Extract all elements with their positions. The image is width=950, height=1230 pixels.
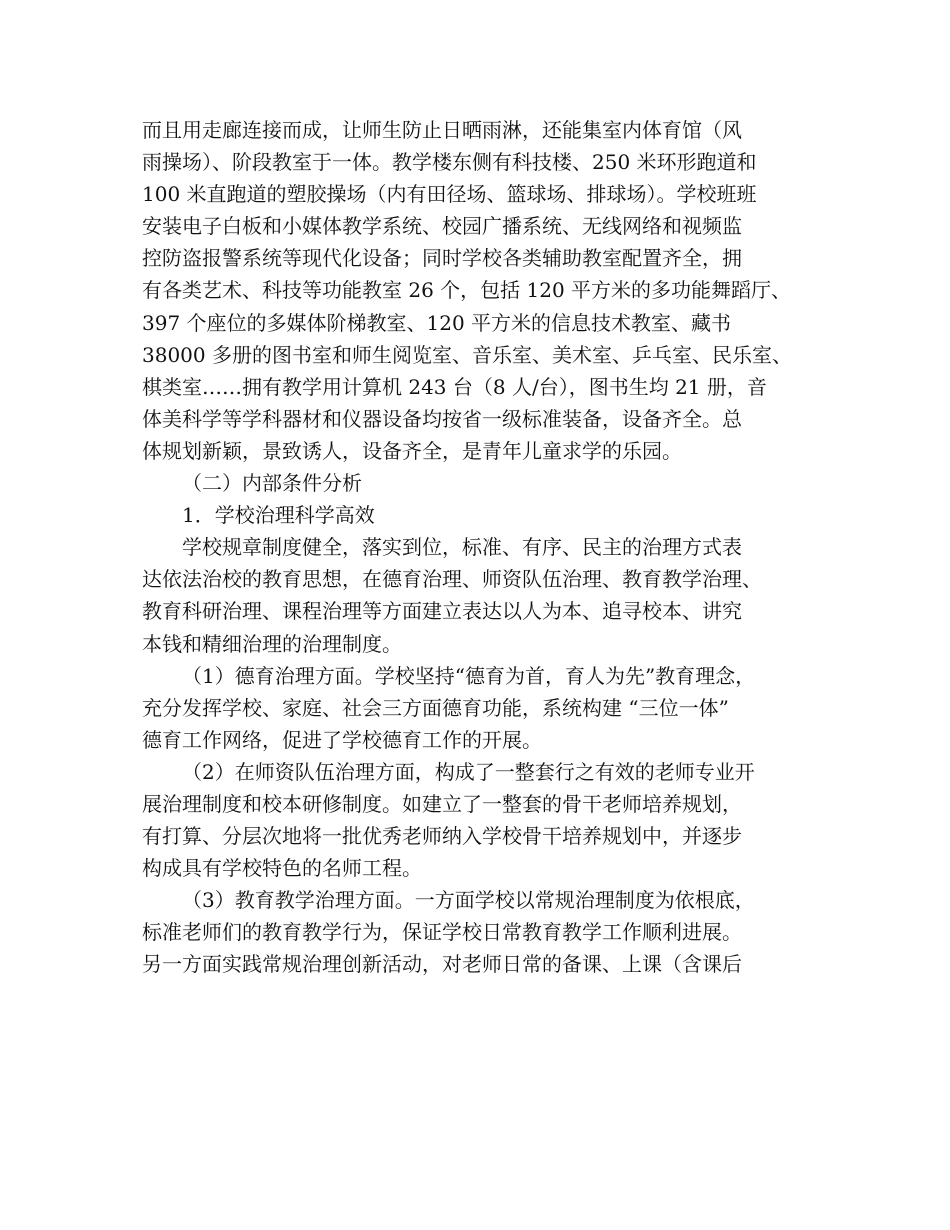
text-line: 有各类艺术、科技等功能教室 26 个，包括 120 平方米的多功能舞蹈厅、 [142, 278, 792, 303]
text-line: 1．学校治理科学高效 [182, 503, 375, 528]
text-line: 100 米直跑道的塑胶操场（内有田径场、篮球场、排球场）。学校班班 [142, 182, 757, 207]
text-line: （2）在师资队伍治理方面，构成了一整套行之有效的老师专业开 [182, 759, 755, 784]
text-line: 雨操场）、阶段教室于一体。教学楼东侧有科技楼、250 米环形跑道和 [142, 150, 757, 175]
text-line: 构成具有学校特色的名师工程。 [142, 856, 422, 881]
text-line: （1）德育治理方面。学校坚持“德育为首，育人为先”教育理念， [182, 663, 756, 688]
text-line: （二）内部条件分析 [182, 471, 362, 496]
text-line: 体美科学等学科器材和仪器设备均按省一级标准装备，设备齐全。总 [142, 406, 742, 431]
text-line: 本钱和精细治理的治理制度。 [142, 631, 402, 656]
text-line: 安装电子白板和小媒体教学系统、校园广播系统、无线网络和视频监 [142, 214, 742, 239]
text-line: 控防盗报警系统等现代化设备；同时学校各类辅助教室配置齐全，拥 [142, 246, 742, 271]
text-line: （3）教育教学治理方面。一方面学校以常规治理制度为依根底， [182, 888, 755, 913]
text-line: 标准老师们的教育教学行为，保证学校日常教育教学工作顺利进展。 [142, 920, 742, 945]
document-body [142, 114, 822, 981]
text-line: 38000 多册的图书室和师生阅览室、音乐室、美术室、乒乓室、民乐室、 [142, 342, 792, 367]
text-line: 397 个座位的多媒体阶梯教室、120 平方米的信息技术教室、藏书 [142, 310, 732, 335]
text-line: 而且用走廊连接而成，让师生防止日晒雨淋，还能集室内体育馆（风 [142, 118, 742, 142]
text-line: 体规划新颖，景致诱人，设备齐全，是青年儿童求学的乐园。 [142, 438, 682, 463]
text-line: 教育科研治理、课程治理等方面建立表达以人为本、追寻校本、讲究 [142, 599, 742, 624]
text-line: 德育工作网络，促进了学校德育工作的开展。 [142, 727, 542, 752]
text-line: 学校规章制度健全，落实到位，标准、有序、民主的治理方式表 [182, 535, 742, 560]
text-line: 充分发挥学校、家庭、社会三方面德育功能，系统构建 “三位一体” [142, 695, 729, 720]
text-line: 有打算、分层次地将一批优秀老师纳入学校骨干培养规划中，并逐步 [142, 824, 742, 849]
text-line: 展治理制度和校本研修制度。如建立了一整套的骨干老师培养规划， [142, 791, 742, 816]
text-line: 棋类室……拥有教学用计算机 243 台（8 人/台），图书生均 21 册，音 [142, 374, 767, 399]
text-line: 达依法治校的教育思想，在德育治理、师资队伍治理、教育教学治理、 [142, 567, 762, 592]
text-line: 另一方面实践常规治理创新活动，对老师日常的备课、上课（含课后 [142, 952, 742, 977]
